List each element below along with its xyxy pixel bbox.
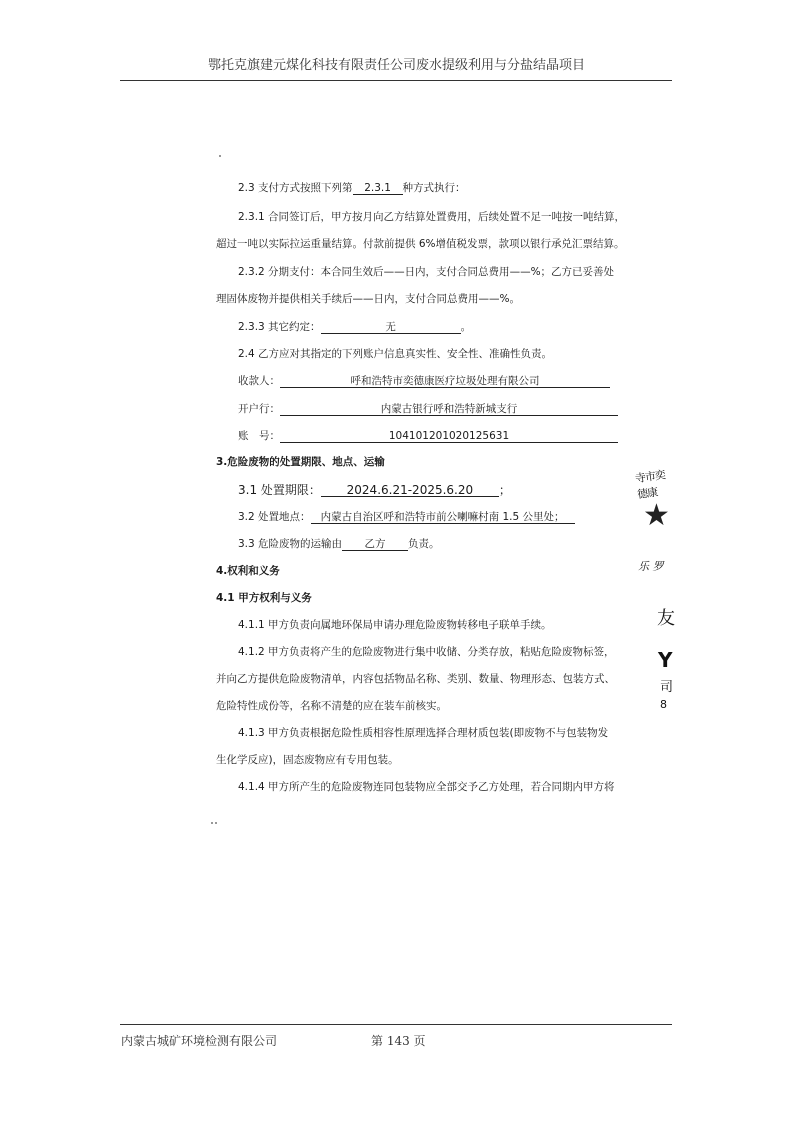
clause-2-3-2-l2c: %。 xyxy=(499,293,520,305)
margin-fragment-3: 司 xyxy=(660,680,674,695)
page-header: 鄂托克旗建元煤化科技有限责任公司废水提级利用与分盐结晶项目 xyxy=(207,58,585,73)
clause-2-3-2-b1: —— xyxy=(383,266,405,278)
clause-4-1-4: 4.1.4 甲方所产生的危险废物连同包装物应全部交予乙方处理，若合同期内甲方将 xyxy=(238,781,615,793)
bank-value: 内蒙古银行呼和浩特新城支行 xyxy=(280,403,618,416)
clause-3-1-value: 2024.6.21-2025.6.20 xyxy=(321,484,499,497)
margin-fragment-4: 8 xyxy=(660,698,667,711)
clause-3-1 xyxy=(238,481,511,498)
seal-star-icon: ★ xyxy=(643,498,670,533)
clause-2-3-2-l2b: 日内，支付合同总费用 xyxy=(373,293,479,305)
clause-2-4: 2.4 乙方应对其指定的下列账户信息真实性、安全性、准确性负责。 xyxy=(238,348,553,360)
clause-2-3-2-b3: —— xyxy=(352,293,374,305)
clause-4-1-1: 4.1.1 甲方负责向属地环保局申请办理危险废物转移电子联单手续。 xyxy=(238,619,552,631)
scan-speck xyxy=(215,822,217,824)
payee-label: 收款人： xyxy=(238,375,280,387)
account-value: 104101201020125631 xyxy=(280,430,618,443)
clause-2-3-2-b4: —— xyxy=(478,293,500,305)
clause-2-3 xyxy=(238,180,466,195)
clause-4-1-2-line-1: 4.1.2 甲方负责将产生的危险废物进行集中收储、分类存放，粘贴危险废物标签， xyxy=(238,646,615,658)
clause-2-3-2-line-1 xyxy=(238,264,614,279)
bank-row xyxy=(238,401,618,416)
clause-2-3-2-p1: 2.3.2 分期支付：本合同生效后 xyxy=(238,266,384,278)
clause-2-3-3-pre: 2.3.3 其它约定： xyxy=(238,321,321,333)
margin-fragment-1: 友 xyxy=(657,608,675,629)
clause-3-3-value: 乙方 xyxy=(342,538,408,551)
payee-row xyxy=(238,373,610,388)
clause-3-2-value: 内蒙古自治区呼和浩特市前公喇嘛村南 1.5 公里处； xyxy=(311,511,575,524)
clause-2-3-2-line-2 xyxy=(216,291,520,306)
clause-4-1-3-line-1: 4.1.3 甲方负责根据危险性质相容性原理选择合理材质包装(即废物不与包装物发 xyxy=(238,727,609,739)
page-number: 第 143 页 xyxy=(371,1034,426,1048)
bank-label: 开户行： xyxy=(238,403,280,415)
header-rule xyxy=(120,80,672,81)
clause-3-1-pre: 3.1 处置期限： xyxy=(238,483,321,497)
margin-fragment-2: Y xyxy=(658,648,673,672)
clause-3-3-post: 负责。 xyxy=(408,538,440,550)
clause-2-3-3 xyxy=(238,319,471,334)
clause-3-2 xyxy=(238,509,575,524)
section-4-1-heading: 4.1 甲方权利与义务 xyxy=(216,592,312,604)
footer-company: 内蒙古城矿环境检测有限公司 xyxy=(121,1034,278,1048)
clause-2-3-3-post: 。 xyxy=(460,321,472,333)
clause-2-3-2-l2a: 理固体废物并提供相关手续后 xyxy=(216,293,353,305)
clause-4-1-3-line-2: 生化学反应)，固态废物应有专用包装。 xyxy=(216,754,399,766)
clause-2-3-3-value: 无 xyxy=(321,321,461,334)
account-row xyxy=(238,428,618,443)
clause-3-1-post: ； xyxy=(498,483,511,497)
clause-3-2-pre: 3.2 处置地点： xyxy=(238,511,311,523)
section-4-heading: 4.权利和义务 xyxy=(216,565,280,577)
scan-speck xyxy=(219,155,221,157)
section-3-heading: 3.危险废物的处置期限、地点、运输 xyxy=(216,456,385,468)
clause-2-3-2-b2: —— xyxy=(509,266,531,278)
account-label: 账 号： xyxy=(238,430,280,442)
signature-fragment: 乐 罗 xyxy=(638,560,664,573)
clause-2-3-2-p3: %；乙方已妥善处 xyxy=(530,266,615,278)
clause-4-1-2-line-2: 并向乙方提供危险废物清单，内容包括物品名称、类别、数量、物理形态、包装方式、 xyxy=(216,673,615,685)
clause-2-3-1-line-1: 2.3.1 合同签订后，甲方按月向乙方结算处置费用，后续处置不足一吨按一吨结算， xyxy=(238,211,626,223)
clause-4-1-2-line-3: 危险特性成份等，名称不清楚的应在装车前核实。 xyxy=(216,700,447,712)
clause-2-3-post: 种方式执行： xyxy=(402,182,466,194)
scan-speck xyxy=(211,822,213,824)
clause-2-3-1-line-2: 超过一吨以实际拉运重量结算。付款前提供 6%增值税发票，款项以银行承兑汇票结算。 xyxy=(216,238,625,250)
seal-fragment-text: 寺市奕德康 xyxy=(634,468,666,502)
payee-value: 呼和浩特市奕德康医疗垃圾处理有限公司 xyxy=(280,375,610,388)
footer-rule xyxy=(120,1024,672,1025)
clause-2-3-pre: 2.3 支付方式按照下列第 xyxy=(238,182,353,194)
clause-3-3 xyxy=(238,536,440,551)
clause-2-3-2-p2: 日内，支付合同总费用 xyxy=(404,266,510,278)
clause-2-3-value: 2.3.1 xyxy=(353,182,403,195)
clause-3-3-pre: 3.3 危险废物的运输由 xyxy=(238,538,343,550)
